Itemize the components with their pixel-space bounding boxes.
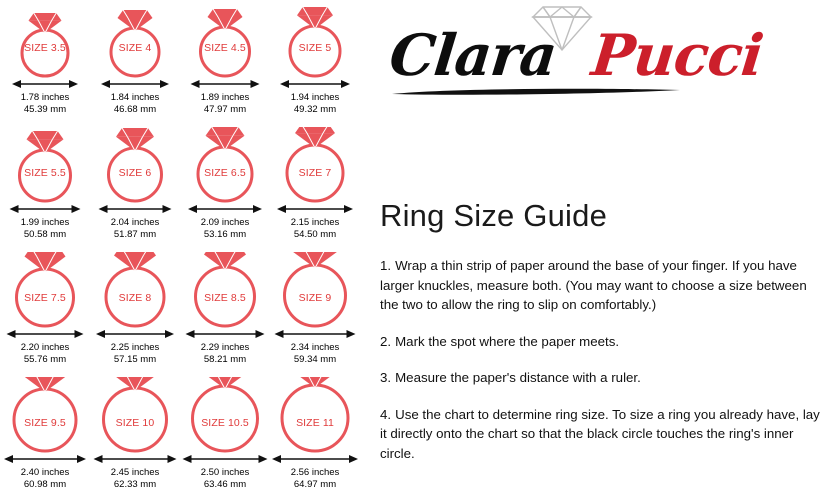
ring-illustration	[0, 375, 90, 453]
page-title: Ring Size Guide	[380, 198, 608, 233]
table-row	[0, 0, 362, 125]
step-text: Measure the paper's distance with a ruler.	[395, 370, 641, 385]
ring-measure-inches: 1.84 inches	[110, 92, 160, 103]
ring-size-cell	[180, 0, 270, 125]
diameter-arrow	[180, 77, 270, 89]
ring-measure-mm: 46.68 mm	[113, 103, 157, 115]
ring-size-cell	[270, 250, 360, 375]
ring-size-label: SIZE 5	[298, 42, 332, 54]
ring-size-label: SIZE 6.5	[204, 167, 246, 179]
ring-size-cell	[90, 0, 180, 125]
ring-size-label: SIZE 6	[118, 167, 152, 179]
ring-measure-mm: 60.98 mm	[23, 478, 67, 490]
step-number: 3.	[380, 370, 392, 385]
ring-measure-inches: 2.56 inches	[290, 467, 340, 478]
ring-illustration	[180, 375, 270, 453]
ring-measure-mm: 59.34 mm	[293, 353, 337, 365]
ring-illustration	[90, 375, 180, 453]
ring-measurement	[21, 92, 70, 115]
step-number: 2.	[380, 333, 392, 349]
ring-measure-inches: 1.89 inches	[200, 92, 250, 103]
diameter-arrow	[270, 452, 360, 464]
ring-measurement	[291, 342, 340, 365]
ring-measure-mm: 63.46 mm	[203, 478, 247, 490]
ring-size-cell	[0, 375, 90, 500]
ring-measure-mm: 55.76 mm	[23, 353, 67, 365]
ring-size-cell	[90, 125, 180, 250]
ring-measure-mm: 49.32 mm	[293, 103, 337, 115]
ring-size-label: SIZE 8.5	[204, 292, 246, 304]
ring-measurement	[201, 342, 250, 365]
diameter-arrow	[180, 202, 270, 214]
diameter-arrow	[180, 327, 270, 339]
ring-size-label: SIZE 10.5	[201, 417, 249, 429]
step-text: Mark the spot where the paper meets.	[395, 333, 620, 349]
ring-measurement	[291, 92, 340, 115]
ring-illustration	[270, 0, 360, 78]
ring-measure-inches: 2.50 inches	[200, 467, 250, 478]
diameter-arrow	[0, 202, 90, 214]
ring-measure-mm: 57.15 mm	[113, 353, 157, 365]
ring-size-cell	[0, 125, 90, 250]
diameter-arrow	[90, 452, 180, 464]
ring-measure-mm: 53.16 mm	[203, 228, 247, 240]
table-row	[0, 125, 362, 250]
ring-size-label: SIZE 10	[115, 417, 155, 429]
ring-measure-inches: 2.45 inches	[110, 467, 160, 478]
ring-illustration	[90, 0, 180, 78]
instruction-step	[380, 332, 828, 352]
ring-measurement	[201, 217, 250, 240]
ring-illustration	[270, 250, 360, 328]
ring-measurement	[291, 467, 340, 490]
ring-size-cell	[270, 375, 360, 500]
diameter-arrow	[180, 452, 270, 464]
instruction-step	[380, 256, 828, 315]
ring-illustration	[0, 250, 90, 328]
ring-measure-inches: 2.04 inches	[110, 217, 160, 228]
ring-size-label: SIZE 3.5	[24, 42, 66, 54]
ring-illustration	[180, 250, 270, 328]
ring-size-cell	[0, 0, 90, 125]
ring-measurement	[21, 217, 70, 240]
ring-measurement	[21, 467, 70, 490]
ring-measure-mm: 47.97 mm	[203, 103, 247, 115]
ring-size-label: SIZE 9	[298, 292, 332, 304]
ring-size-cell	[270, 125, 360, 250]
ring-illustration	[90, 250, 180, 328]
ring-measurement	[291, 217, 340, 240]
ring-measurement	[111, 217, 160, 240]
ring-measure-inches: 2.40 inches	[20, 467, 70, 478]
ring-size-label: SIZE 4.5	[204, 42, 246, 54]
ring-illustration	[90, 125, 180, 203]
diameter-arrow	[270, 77, 360, 89]
ring-measure-inches: 2.25 inches	[110, 342, 160, 353]
ring-size-cell	[180, 125, 270, 250]
ring-size-label: SIZE 4	[118, 42, 152, 54]
diameter-arrow	[0, 77, 90, 89]
ring-size-cell	[180, 375, 270, 500]
ring-measure-mm: 62.33 mm	[113, 478, 157, 490]
ring-size-label: SIZE 5.5	[24, 167, 66, 179]
ring-illustration	[180, 0, 270, 78]
instruction-steps	[380, 256, 828, 463]
ring-illustration	[270, 125, 360, 203]
step-text: Use the chart to determine ring size. To size a ring you already have, lay it directly onto the chart so that the black circle touches the ring's inner circle.	[380, 406, 820, 461]
ring-measurement	[21, 342, 70, 365]
ring-size-chart	[0, 0, 362, 501]
ring-illustration	[270, 375, 360, 453]
step-number: 1.	[380, 258, 392, 273]
brand-name-first: Clara	[386, 22, 560, 89]
brand-logo	[382, 0, 782, 112]
ring-illustration	[180, 125, 270, 203]
diameter-arrow	[0, 327, 90, 339]
logo-underline	[392, 88, 682, 96]
ring-measure-mm: 50.58 mm	[23, 228, 67, 240]
instruction-step	[380, 405, 828, 464]
ring-size-cell	[0, 250, 90, 375]
ring-size-cell	[270, 0, 360, 125]
guide-panel	[372, 0, 839, 501]
ring-measure-mm: 45.39 mm	[23, 103, 67, 115]
ring-size-label: SIZE 11	[296, 417, 334, 429]
diameter-arrow	[90, 202, 180, 214]
ring-size-label: SIZE 7	[298, 167, 332, 179]
ring-size-label: SIZE 8	[118, 292, 152, 304]
ring-measure-inches: 2.15 inches	[290, 217, 340, 228]
ring-measurement	[111, 342, 160, 365]
ring-size-cell	[180, 250, 270, 375]
ring-measure-inches: 1.78 inches	[20, 92, 70, 103]
ring-measure-mm: 51.87 mm	[113, 228, 157, 240]
diameter-arrow	[90, 327, 180, 339]
ring-measurement	[201, 92, 250, 115]
step-text: Wrap a thin strip of paper around the base of your finger. If you have larger knuckles, measure both. (You may want to choose a size between the two to allow the ring to slip on comfortably.)	[380, 258, 807, 312]
ring-measurement	[111, 92, 160, 115]
ring-measure-inches: 2.20 inches	[20, 342, 70, 353]
ring-size-label: SIZE 9.5	[24, 417, 66, 429]
ring-illustration	[0, 0, 90, 78]
ring-size-label: SIZE 7.5	[24, 292, 66, 304]
ring-size-cell	[90, 375, 180, 500]
ring-size-cell	[90, 250, 180, 375]
ring-measure-inches: 2.29 inches	[200, 342, 250, 353]
table-row	[0, 375, 362, 500]
ring-measure-mm: 58.21 mm	[203, 353, 247, 365]
ring-measurement	[111, 467, 160, 490]
step-number: 4.	[380, 406, 392, 422]
ring-measure-inches: 1.94 inches	[290, 92, 340, 103]
diameter-arrow	[270, 327, 360, 339]
diameter-arrow	[270, 202, 360, 214]
instruction-step	[380, 368, 828, 388]
ring-measure-mm: 64.97 mm	[293, 478, 337, 490]
ring-measure-inches: 1.99 inches	[20, 217, 70, 228]
ring-measure-inches: 2.34 inches	[290, 342, 340, 353]
ring-measure-mm: 54.50 mm	[293, 228, 337, 240]
ring-illustration	[0, 125, 90, 203]
diameter-arrow	[90, 77, 180, 89]
ring-measurement	[201, 467, 250, 490]
table-row	[0, 250, 362, 375]
ring-measure-inches: 2.09 inches	[200, 217, 250, 228]
brand-name-second: Pucci	[588, 22, 766, 89]
diameter-arrow	[0, 452, 90, 464]
